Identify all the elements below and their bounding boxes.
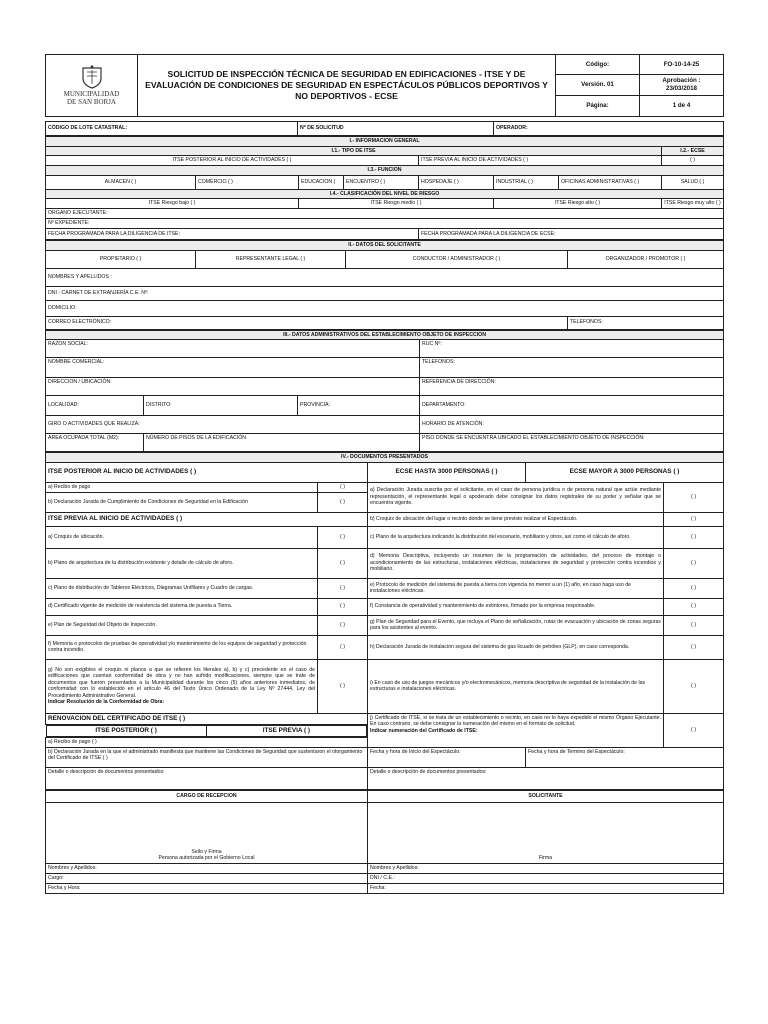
logo-line2: DE SAN BORJA [66,97,116,106]
ecse-doc-e-box[interactable]: ( ) [664,578,724,598]
funcion-hospedaje[interactable]: HOSPEDAJE ( ) [419,175,494,189]
doc-memoria-box[interactable]: ( ) [318,635,368,659]
section-iii-title: III.- DATOS ADMINISTRATIVOS DEL ESTABLECIMIENTO OBJETO DE INSPECCION [46,330,724,340]
razon-field[interactable]: RAZON SOCIAL: [46,340,420,358]
ecse-doc-h-box[interactable]: ( ) [664,635,724,659]
ecse-doc-g: g) Plan de Seguridad para el Evento, que incluya el Plano de señalización, rutas de evacuación y ubicación de zonas seguras para los asistentes al evento. [368,615,664,635]
doc-tableros: c) Plano de distribución de Tableros Eléctricos, Diagramas Unifilares y Cuadro de cargas. [46,578,318,598]
operador-field[interactable]: OPERADOR: [494,122,724,136]
renovacion-recibo[interactable]: a) Recibo de pago ( ) [46,737,368,747]
fecha-inicio-field[interactable]: Fecha y hora de Inicio del Espectáculo: [368,747,526,767]
funcion-comercio[interactable]: COMERCIO ( ) [196,175,299,189]
coat-of-arms-icon [79,65,105,89]
form-header [45,54,724,117]
riesgo-medio[interactable]: ITSE Riesgo medio ( ) [299,199,494,209]
ecse-doc-c: c) Plano de la arquitectura indicando la distribución del escenario, mobiliario y otros, así como el cálculo de aforo. [368,526,664,548]
ecse-doc-a-box[interactable]: ( ) [664,482,724,512]
renovacion-declaracion[interactable]: b) Declaración Jurada en la que el administrado manifiesta que mantiene las Condiciones de Seguridad que sustentaron el otorgamiento del Certificado de ITSE ( ) [46,747,368,767]
codigo-value: FO-10-14-25 [640,55,724,75]
ecse-option[interactable]: ( ) [662,156,724,166]
funcion-salud[interactable]: SALUD ( ) [662,175,724,189]
section-iv-title: IV.- DOCUMENTOS PRESENTADOS [46,453,724,463]
ecse-doc-d: d) Memoria Descriptiva, incluyendo un resumen de la programación de actividades, del proceso de montaje o acondicionamiento de las estructuras, instalaciones eléctricas, instalaciones de seguridad y protección contra incendios y mobiliario. [368,548,664,578]
localidad-field[interactable]: LOCALIDAD: [46,396,144,416]
funcion-encuentro[interactable]: ENCUENTRO ( ) [344,175,419,189]
detalle-field-right[interactable]: Detalle o descripción de documentos presentados: [368,767,724,789]
renovacion-posterior[interactable]: ITSE POSTERIOR ( ) [46,725,206,736]
organo-field[interactable]: ORGANO EJECUTANTE: [46,209,724,219]
funcion-almacen[interactable]: ALMACEN ( ) [46,175,196,189]
itse-previa-option[interactable]: ITSE PREVIA AL INICIO DE ACTIVIDADES ( ) [419,156,662,166]
aprobacion-label: Aprobación : [662,77,701,85]
ecse-mayor-head[interactable]: ECSE MAYOR A 3000 PERSONAS ( ) [526,462,724,482]
sello-firma-box[interactable] [46,802,368,863]
ecse-doc-d-box[interactable]: ( ) [664,548,724,578]
clasificacion-title: I.4.- CLASIFICACIÓN DEL NIVEL DE RIESGO [46,189,724,199]
doc-no-exigibles [46,659,318,713]
section-ii-title: II.- DATOS DEL SOLICITANTE [46,241,724,251]
form-title: SOLICITUD DE INSPECCIÓN TÉCNICA DE SEGURIDAD EN EDIFICACIONES - ITSE Y DE EVALUACIÓN DE CONDICIONES DE SEGURIDAD EN ESPECTÁCULOS PÚBLICOS DEPORTIVOS Y NO DEPORTIVOS - ECSE [138,55,556,117]
provincia-field[interactable]: PROVINCIA: [298,396,420,416]
ecse-doc-j-text: j) Certificado de ITSE, si se trata de un establecimiento o recinto, en caso no lo haya expedido el mismo Órgano Ejecutante. En caso contrario, se debe consignar la numeración del mismo en el formato de solicitud. [370,714,661,727]
ecse-doc-a: a) Declaración Jurada suscrita por el solicitante, en el caso de persona jurídica o de persona natural que actúe mediante representación, el representante legal o apoderado debe consignar los datos registrales de su poder y señalar que se encuentra vigente. [368,482,664,512]
itse-posterior-option[interactable]: ITSE POSTERIOR AL INICIO DE ACTIVIDADES ( ) [46,156,419,166]
sello-firma-label: Sello y Firma [191,848,222,855]
cargo-nombres-field[interactable]: Nombres y Apellidos: [46,863,368,873]
direccion-field[interactable]: DIRECCION / UBICACIÓN: [46,378,420,396]
doc-no-exigibles-text: g) No son exigibles el croquis ni planos a que se refieren los literales a), b) y c) precedente en el caso de edificaciones que cuentan conformidad de obra y no han sufrido modificaciones, siempre que se trate de documentos que fueron presentados a la Municipalidad durante los cinco (5) años anteriores inmediatos, de conformidad con lo establecido en el artículo 46 del Texto Único Ordenado de la Ley Nº 27444, Ley del Procedimiento Administrativo General. [48,666,315,699]
version-label: Versión. 01 [556,75,640,96]
aprobacion-value: 23/03/2018 [666,85,697,92]
correo-field[interactable]: CORREO ELECTRÓNICO: [46,316,568,329]
telefonos-field[interactable]: TELEFONOS: [568,316,724,329]
previa-head[interactable]: ITSE PREVIA AL INICIO DE ACTIVIDADES ( ) [46,512,368,526]
piso-ubicado-field[interactable]: PISO DONDE SE ENCUENTRA UBICADO EL ESTABLECIMIENTO OBJETO DE INSPECCIÓN: [420,434,724,452]
ecse-doc-e: e) Protocolo de medición del sistema de puesta a tierra con vigencia no menor a un (1) año, en caso haga uso de instalaciones eléctricas. [368,578,664,598]
cargo-recepcion-title: CARGO DE RECEPCION [46,790,368,802]
doc-no-exigibles-box[interactable]: ( ) [318,659,368,713]
municipality-logo [46,55,138,117]
doc-recibo-box[interactable]: ( ) [318,482,368,492]
persona-autorizada-label: Persona autorizada por el Gobierno Local [158,855,255,861]
ecse-doc-b-box[interactable]: ( ) [664,512,724,526]
ruc-field[interactable]: RUC Nº: [420,340,724,358]
funcion-oficinas[interactable]: OFICINAS ADMINISTRATIVAS ( ) [559,175,662,189]
doc-conformidad-label: Indicar Resolución de la Conformidad de Obra: [48,699,165,705]
fecha-termino-field[interactable]: Fecha y hora de Termino del Espectáculo: [526,747,724,767]
solicitante-title: SOLICITANTE [368,790,724,802]
doc-plan-seguridad-box[interactable]: ( ) [318,615,368,635]
firma-box[interactable] [368,802,724,863]
funcion-educacion[interactable]: EDUCACION ( [299,175,344,189]
form-page [45,54,723,894]
doc-croquis: a) Croquis de ubicación. [46,526,318,548]
firma-label: Firma [538,855,553,861]
doc-plan-seguridad: e) Plan de Seguridad del Objeto de Inspección. [46,615,318,635]
section-i-title: I.- INFORMACION GENERAL [46,137,724,147]
nombres-field[interactable]: NOMBRES Y APELLIDOS : [46,268,724,286]
lote-field[interactable]: CÓDIGO DE LOTE CATASTRAL: [46,122,298,136]
riesgo-alto[interactable]: ITSE Riesgo alto ( ) [494,199,662,209]
solicitante-nombres-field[interactable]: Nombres y Apellidos: [368,863,724,873]
referencia-field[interactable]: REFERENCIA DE DIRECCIÓN: [420,378,724,396]
pisos-field[interactable]: NÚMERO DE PISOS DE LA EDIFICACIÓN [144,434,420,452]
pagina-value: 1 de 4 [640,96,724,117]
dni-field[interactable]: DNI - CARNET DE EXTRANJERÍA C.E. Nº: [46,286,724,300]
logo-line1: MUNICIPALIDAD [63,90,120,99]
expediente-field[interactable]: Nº EXPEDIENTE: [46,219,724,229]
doc-puesta-tierra-box[interactable]: ( ) [318,598,368,615]
doc-tableros-box[interactable]: ( ) [318,578,368,598]
rol-representante[interactable]: REPRESENTANTE LEGAL ( ) [196,250,346,268]
doc-puesta-tierra: d) Certificado vigente de medición de resistencia del sistema de puesta a Tierra. [46,598,318,615]
comercial-field[interactable]: NOMBRE COMERCIAL: [46,358,420,378]
ecse-doc-f-box[interactable]: ( ) [664,598,724,615]
giro-field[interactable]: GIRO O ACTIVIDADES QUE REALIZA: [46,416,420,434]
ecse-doc-h: h) Declaración Jurada de instalación segura del sistema de gas licuado de petróleo (GLP), en caso corresponda. [368,635,664,659]
ecse-doc-c-box[interactable]: ( ) [664,526,724,548]
ecse-doc-i-box[interactable]: ( ) [664,659,724,713]
section-documentos [45,452,724,790]
doc-memoria-pruebas: f) Memoria o protocolos de pruebas de operatividad y/o mantenimiento de los equipos de seguridad y protección contra incendio. [46,635,318,659]
section-general [45,136,724,240]
doc-declaracion-box[interactable]: ( ) [318,492,368,512]
ecse-doc-j-box[interactable]: ( ) [664,713,724,747]
riesgo-bajo[interactable]: ITSE Riesgo bajo ( ) [46,199,299,209]
posterior-head[interactable]: ITSE POSTERIOR AL INICIO DE ACTIVIDADES ( ) [46,462,368,482]
aprobacion [640,75,724,96]
codigo-label: Código: [556,55,640,75]
renovacion-previa[interactable]: ITSE PREVIA ( ) [206,725,366,736]
section-establecimiento [45,330,724,453]
ecse-doc-b: b) Croquis de ubicación del lugar o recinto donde se tiene previsto realizar el Espectáculo. [368,512,664,526]
funcion-title: I.3.- FUNCION [46,166,724,176]
doc-recibo-pago: a) Recibo de pago [46,482,318,492]
ecse-doc-f: f) Constancia de operatividad y mantenimiento de extintores, firmado por la empresa responsable. [368,598,664,615]
footer-signatures [45,790,724,894]
doc-declaracion-jurada: b) Declaración Jurada de Cumplimiento de Condiciones de Seguridad en la Edificación [46,492,318,512]
fecha-itse-field[interactable]: FECHA PROGRAMADA PARA LA DILIGENCIA DE ITSE: [46,229,419,240]
ecse-hasta-head[interactable]: ECSE HASTA 3000 PERSONAS ( ) [368,462,526,482]
distrito-field[interactable]: DISTRITO: [144,396,298,416]
ecse-doc-j [368,713,664,747]
ecse-doc-i: i) En caso de uso de juegos mecánicos y/o electromecánicos, memoria descriptiva de seguridad de la instalación de las estructuras e instalaciones eléctricas. [368,659,664,713]
telefonos-est-field[interactable]: TELEFONOS: [420,358,724,378]
doc-plano-box[interactable]: ( ) [318,548,368,578]
tipo-itse-title: I.1.- TIPO DE ITSE [46,146,662,156]
rol-propietario[interactable]: PROPIETARIO ( ) [46,250,196,268]
rol-organizador[interactable]: ORGANIZADOR / PROMOTOR ( ) [568,250,724,268]
fecha-ecse-field[interactable]: FECHA PROGRAMADA PARA LA DILIGENCIA DE ECSE: [419,229,724,240]
doc-croquis-box[interactable]: ( ) [318,526,368,548]
detalle-field-left[interactable]: Detalle o descripción de documentos presentados: [46,767,368,789]
riesgo-muy-alto[interactable]: ITSE Riesgo muy alto ( ) [662,199,724,209]
renovacion-types [46,724,368,737]
cargo-field[interactable]: Cargo: [46,873,368,883]
solicitante-fecha-field[interactable]: Fecha: [368,883,724,893]
fecha-hora-field[interactable]: Fecha y Hora: [46,883,368,893]
doc-plano-arquitectura: b) Plano de arquitectura de la distribución existente y detalle de cálculo de aforo. [46,548,318,578]
area-field[interactable]: AREA OCUPADA TOTAL (M2): [46,434,144,452]
pagina-label: Página: [556,96,640,117]
ecse-doc-j-label: Indicar numeración del Certificado de ITSE: [370,727,478,734]
solicitante-dni-field[interactable]: DNI / C.E.: [368,873,724,883]
solicitud-field[interactable]: Nº DE SOLICITUD [298,122,494,136]
ecse-title: I.2.- ECSE [662,146,724,156]
horario-field[interactable]: HORARIO DE ATENCIÓN: [420,416,724,434]
renovacion-head[interactable]: RENOVACION DEL CERTIFICADO DE ITSE ( ) [46,713,368,724]
funcion-industrial[interactable]: INDUSTRIAL ( ) [494,175,559,189]
ecse-doc-g-box[interactable]: ( ) [664,615,724,635]
domicilio-field[interactable]: DOMICILIO: [46,300,724,316]
section-solicitante [45,240,724,330]
rol-conductor[interactable]: CONDUCTOR / ADMINISTRADOR ( ) [346,250,568,268]
departamento-field[interactable]: DEPARTAMENTO: [420,396,724,416]
top-row [45,121,724,136]
